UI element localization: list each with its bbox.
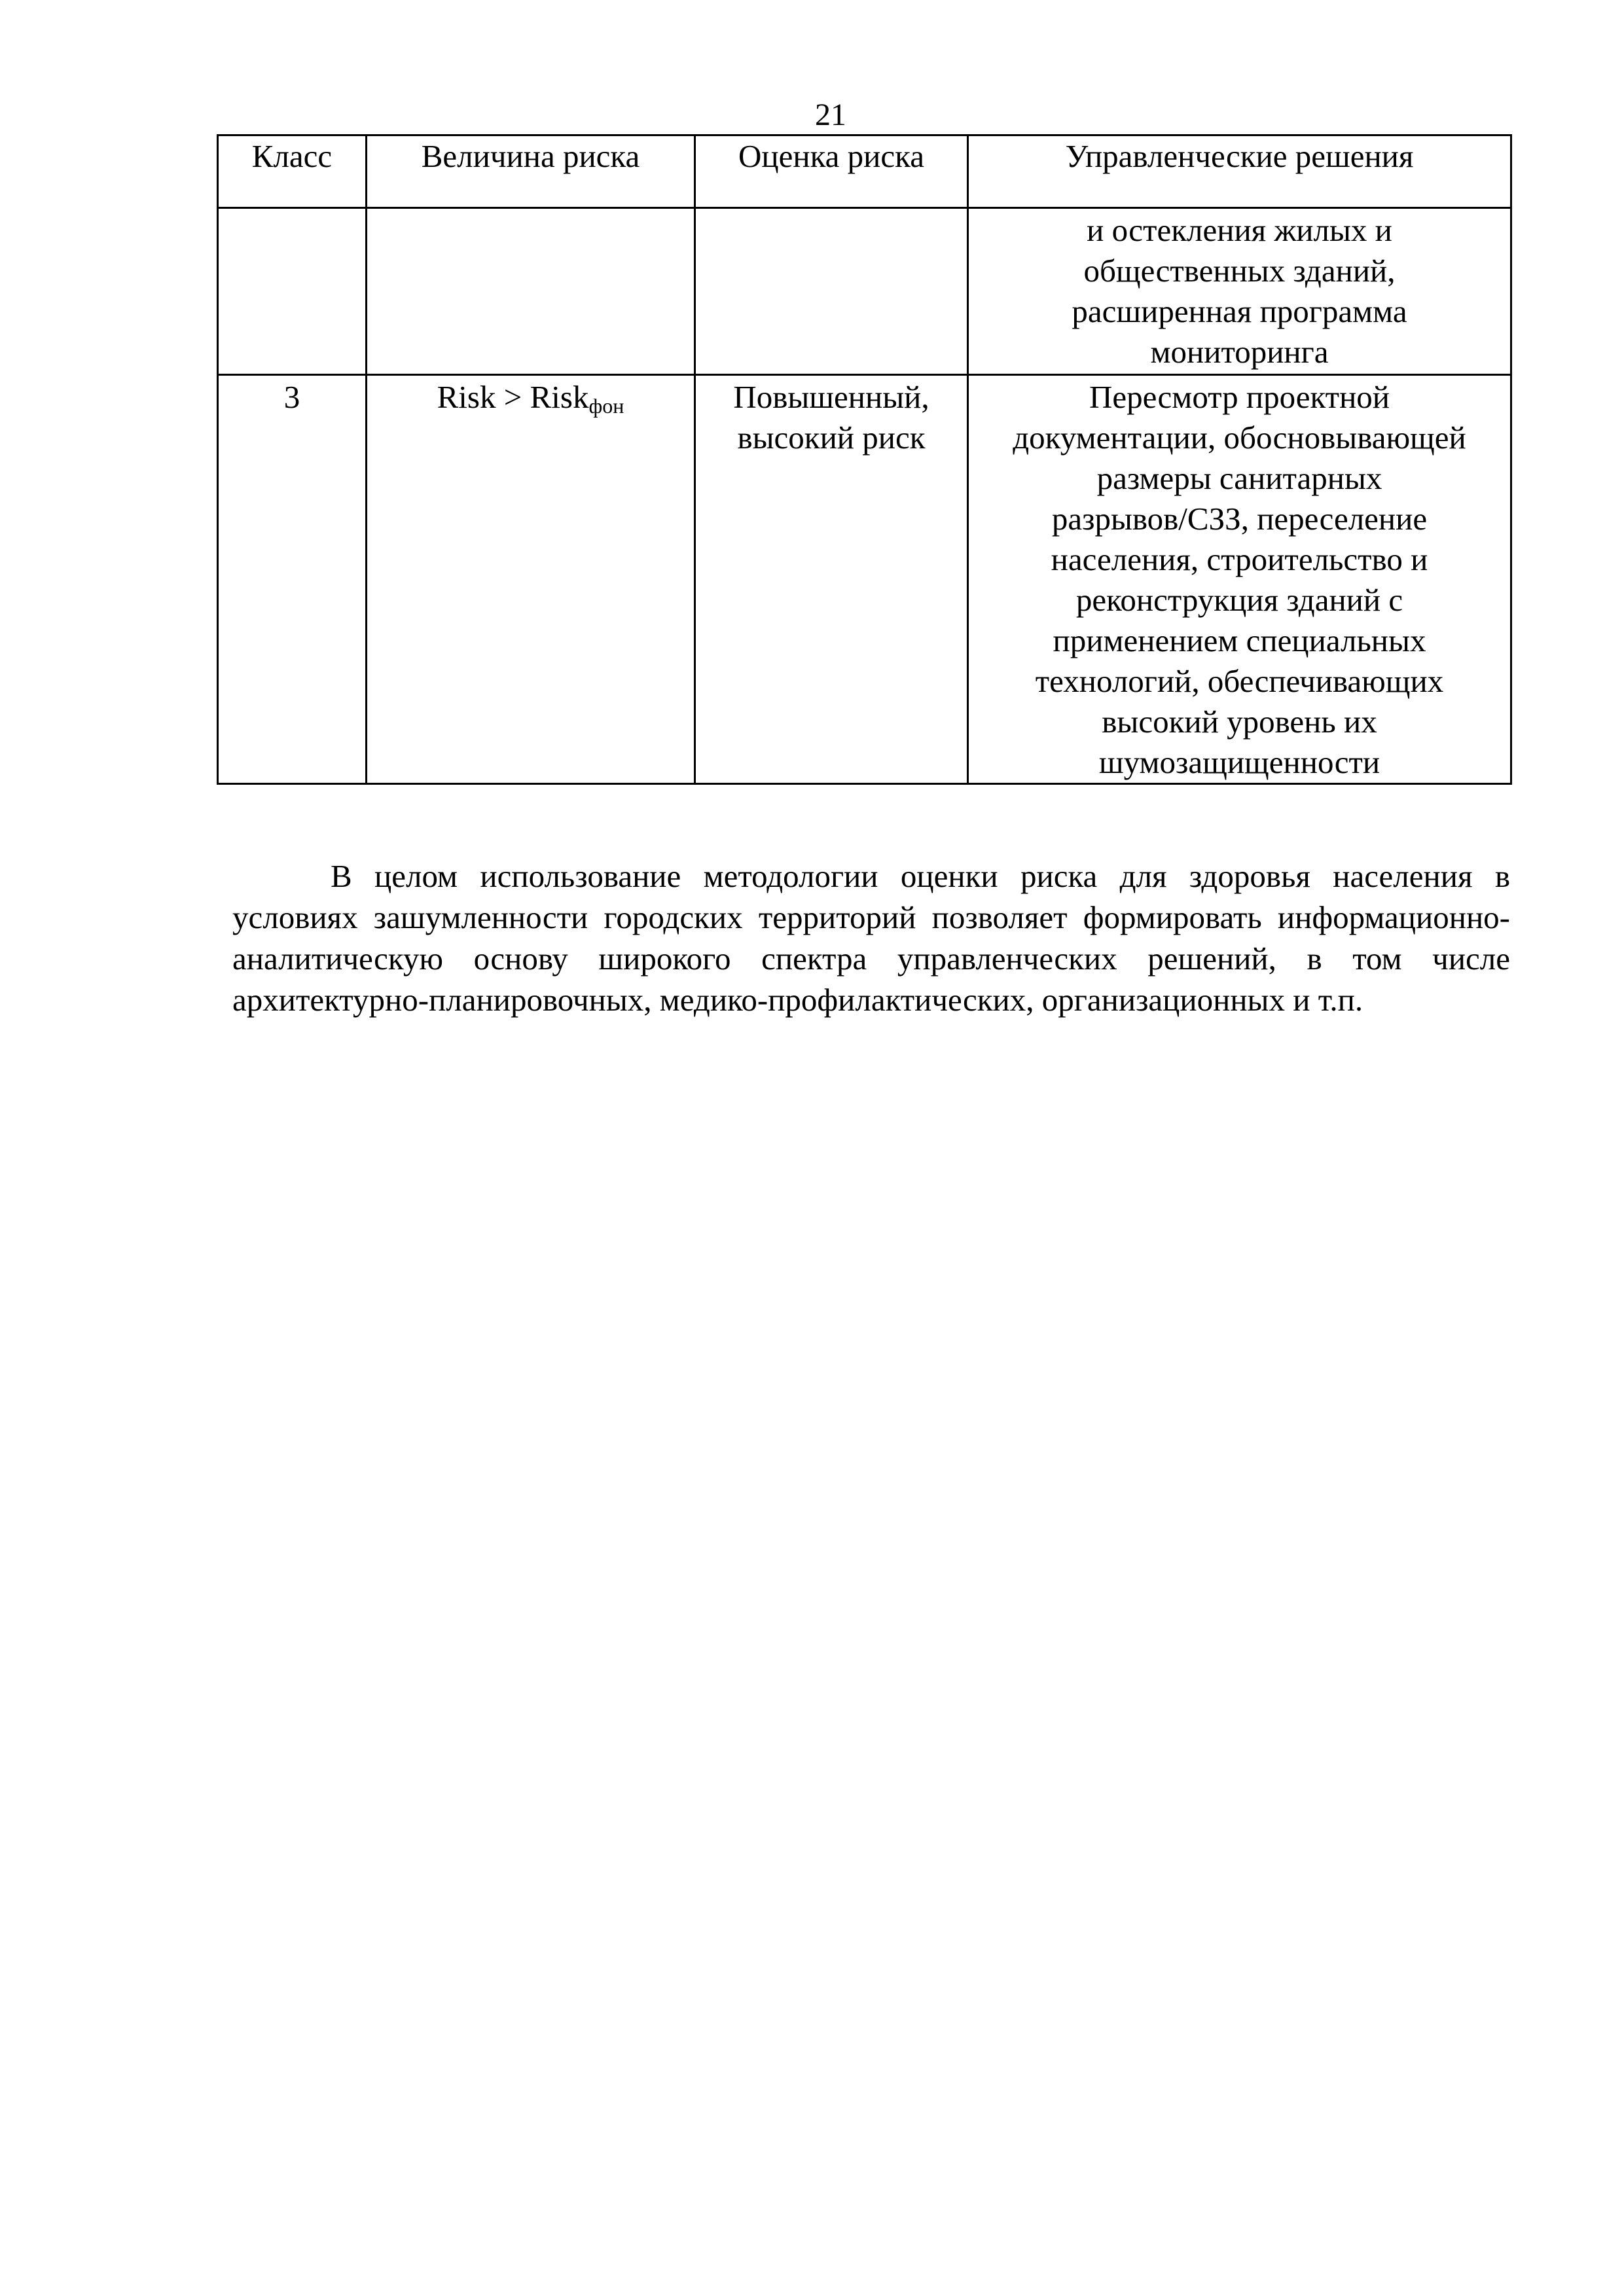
table-row-continuation [218, 208, 1511, 375]
risk-subscript: фон [588, 394, 624, 418]
cell-risk-assessment [695, 208, 968, 375]
cell-risk-assessment: Повышенный, высокий риск [695, 375, 968, 784]
header-class: Класс [218, 135, 367, 208]
header-risk-assessment: Оценка риска [695, 135, 968, 208]
table-header-row [218, 135, 1511, 208]
risk-formula: Risk > Risk [437, 379, 589, 415]
header-management-decisions: Управленческие решения [968, 135, 1511, 208]
cell-management-decisions: и остекления жилых и общественных зданий, расширенная программа мониторинга [968, 208, 1511, 375]
page-number: 21 [815, 98, 846, 132]
cell-risk-magnitude [367, 375, 695, 784]
conclusion-paragraph: В целом использование методологии оценки риска для здоровья населения в условиях зашумленности городских территорий позволяет формировать информационно-аналитическую основу широкого спектра управленческих решений, в том числе архитектурно-планировочных, медико-профилактических, организационных и т.п. [232, 858, 1510, 1018]
cell-class: 3 [218, 375, 367, 784]
header-risk-magnitude: Величина риска [367, 135, 695, 208]
table-row-class-3 [218, 375, 1511, 784]
cell-risk-magnitude [367, 208, 695, 375]
cell-class [218, 208, 367, 375]
risk-management-table [217, 134, 1512, 785]
cell-management-decisions: Пересмотр проектной документации, обосновывающей размеры санитарных разрывов/СЗЗ, переселение населения, строительство и реконструкция зданий с применением специальных технологий, обеспечивающих высокий уровень их шумозащищенности [968, 375, 1511, 784]
